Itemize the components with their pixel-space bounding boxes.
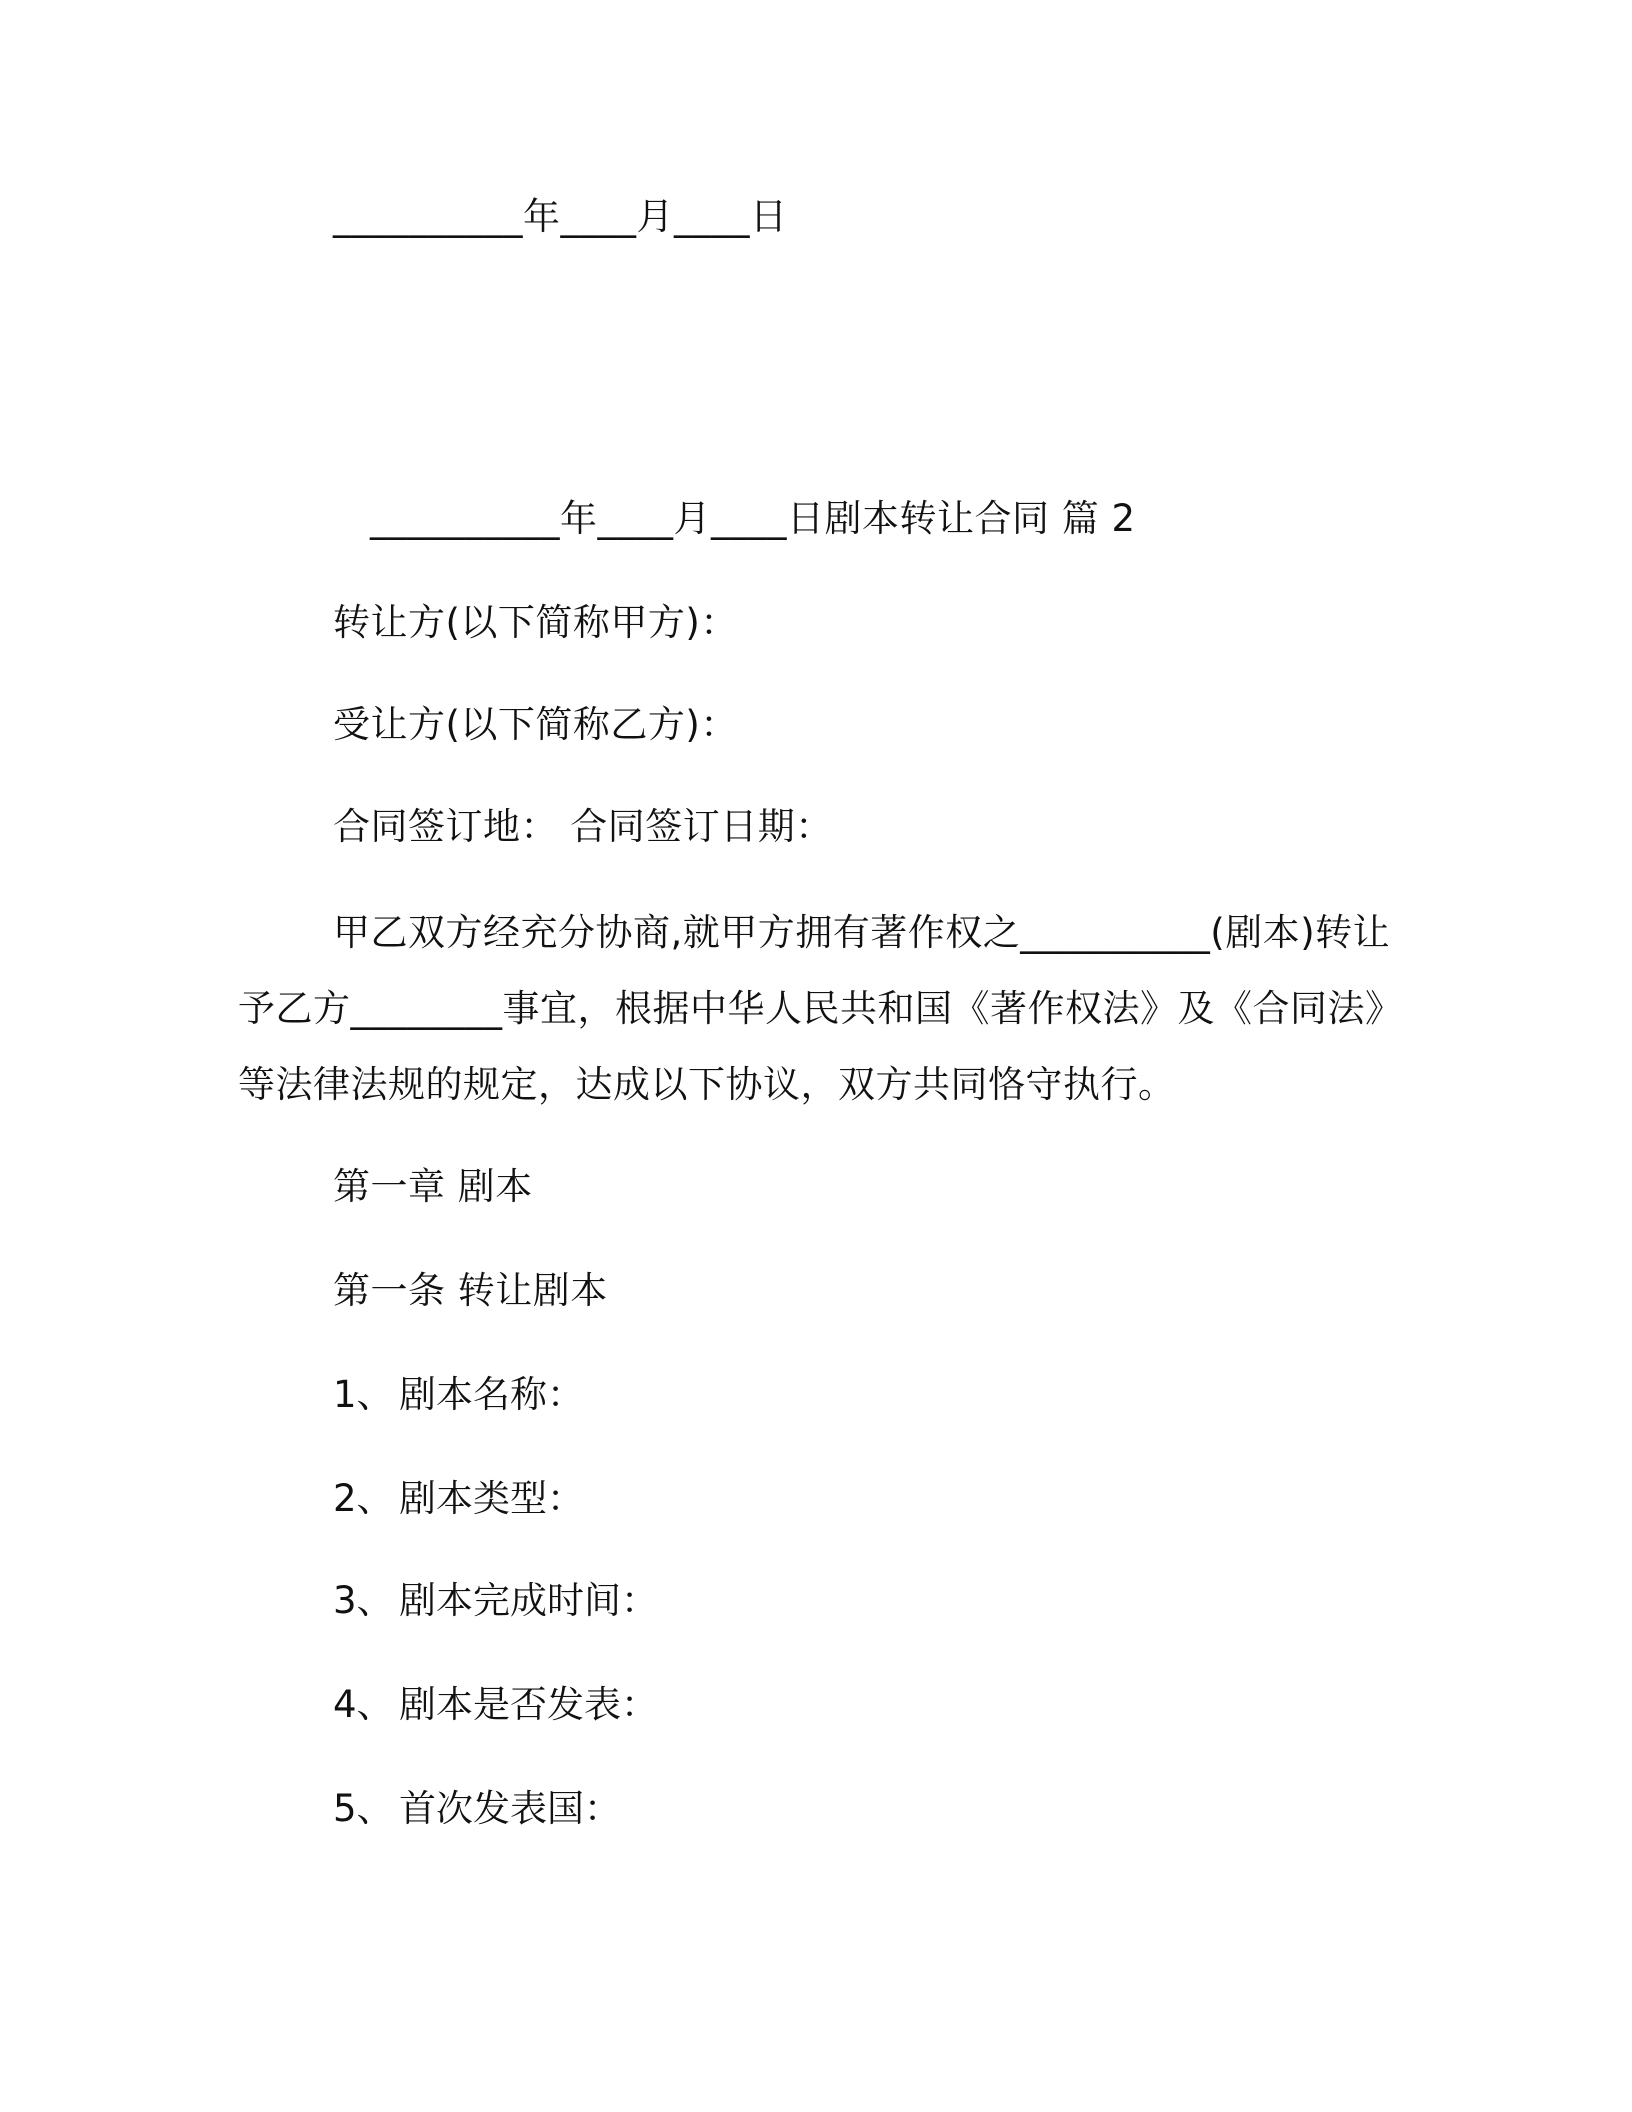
party-b-line: 受让方(以下简称乙方)： <box>333 703 738 746</box>
list-item-text: 剧本名称： <box>399 1373 584 1416</box>
list-item-number: 1、 <box>333 1373 394 1416</box>
date-line: __________年____月____日 <box>333 195 788 238</box>
list-item-number: 2、 <box>333 1477 394 1520</box>
list-item-text: 剧本类型： <box>399 1477 584 1520</box>
list-item <box>333 1475 584 1523</box>
signing-place-date-line: 合同签订地： 合同签订日期： <box>333 805 833 848</box>
party-a-line: 转让方(以下简称甲方)： <box>333 601 738 644</box>
list-item-number: 5、 <box>333 1787 394 1830</box>
body-paragraph-line-2: 予乙方________事宜，根据中华人民共和国《著作权法》及《合同法》 <box>238 987 1403 1030</box>
list-item-text: 首次发表国： <box>399 1787 621 1830</box>
list-item <box>333 1681 658 1729</box>
list-item <box>333 1577 658 1625</box>
body-paragraph-line-1: 甲乙双方经充分协商,就甲方拥有著作权之__________(剧本)转让 <box>333 911 1391 954</box>
list-item-number: 3、 <box>333 1579 394 1622</box>
body-paragraph-line-3: 等法律法规的规定，达成以下协议，双方共同恪守执行。 <box>238 1063 1176 1106</box>
contract-title: __________年____月____日剧本转让合同 篇 2 <box>370 497 1136 540</box>
list-item <box>333 1371 584 1419</box>
article-heading: 第一条 转让剧本 <box>333 1269 608 1312</box>
list-item-text: 剧本完成时间： <box>399 1579 658 1622</box>
chapter-heading: 第一章 剧本 <box>333 1165 533 1208</box>
list-item-text: 剧本是否发表： <box>399 1683 658 1726</box>
list-item <box>333 1785 621 1833</box>
list-item-number: 4、 <box>333 1683 394 1726</box>
